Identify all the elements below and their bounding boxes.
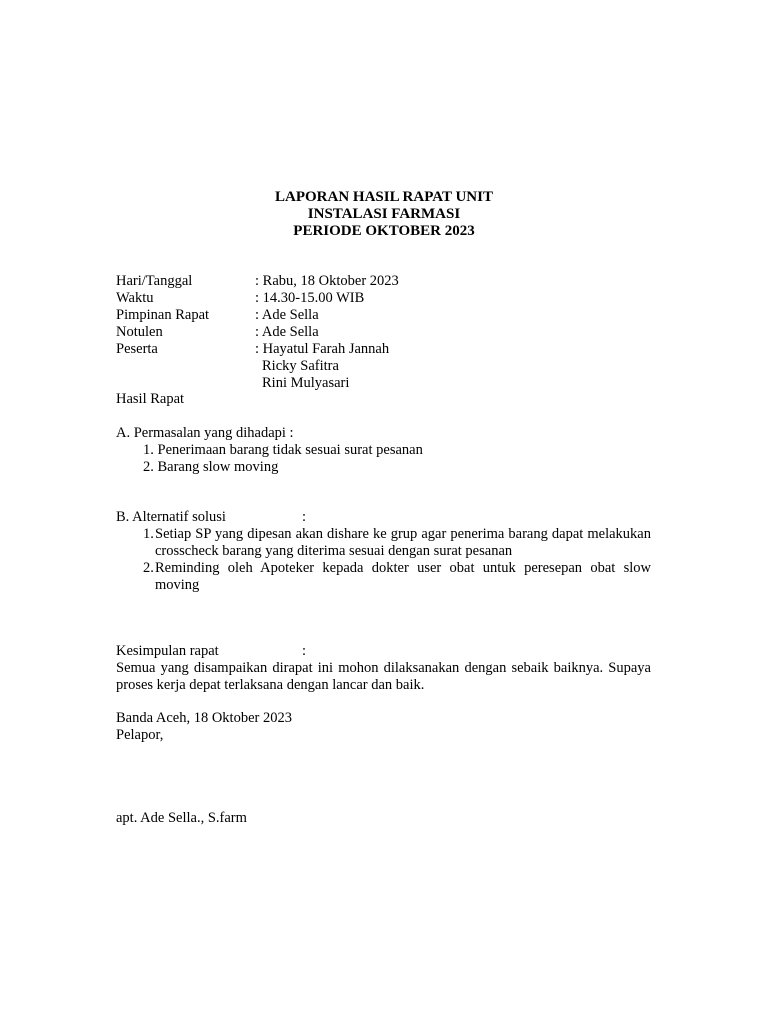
notulen-label: Notulen [116, 324, 163, 340]
peserta-name-2: Ricky Safitra [262, 358, 339, 374]
hari-value: : Rabu, 18 Oktober 2023 [255, 273, 399, 289]
hari-label: Hari/Tanggal [116, 273, 193, 289]
kesimpulan-colon: : [302, 643, 307, 659]
signatory-name: apt. Ade Sella., S.farm [116, 810, 247, 826]
section-a-item-1: 1. Penerimaan barang tidak sesuai surat pesanan [143, 442, 423, 458]
section-b-item-2-number: 2. [143, 560, 154, 576]
pimpinan-label: Pimpinan Rapat [116, 307, 210, 323]
section-a-item-2: 2. Barang slow moving [143, 459, 279, 475]
peserta-value: : Hayatul Farah Jannah [255, 341, 390, 357]
peserta-label: Peserta [116, 341, 158, 357]
section-b-item-2-text: Reminding oleh Apoteker kepada dokter user obat untuk peresepan obat slow moving [155, 560, 651, 593]
notulen-value: : Ade Sella [255, 324, 319, 340]
waktu-value: : 14.30-15.00 WIB [255, 290, 365, 306]
section-b-item-1-number: 1. [143, 526, 154, 542]
place-date: Banda Aceh, 18 Oktober 2023 [116, 710, 292, 726]
title-line-2: INSTALASI FARMASI [307, 206, 461, 222]
pelapor-label: Pelapor, [116, 727, 164, 743]
hasil-rapat-label: Hasil Rapat [116, 391, 185, 407]
kesimpulan-text: Semua yang disampaikan dirapat ini mohon dilaksanakan dengan sebaik baiknya. Supaya proses kerja depat terlaksana dengan lancar dan baik. [116, 660, 651, 693]
title-line-3: PERIODE OKTOBER 2023 [293, 223, 475, 239]
section-b-heading: B. Alternatif solusi [116, 509, 226, 525]
peserta-name-3: Rini Mulyasari [262, 375, 350, 391]
section-b-item-1-text: Setiap SP yang dipesan akan dishare ke grup agar penerima barang dapat melakukan crosscheck barang yang diterima sesuai dengan surat pesanan [155, 526, 651, 559]
section-b-colon: : [302, 509, 307, 525]
pimpinan-value: : Ade Sella [255, 307, 319, 323]
section-a-heading: A. Permasalan yang dihadapi : [116, 425, 294, 441]
title-line-1: LAPORAN HASIL RAPAT UNIT [275, 189, 493, 205]
kesimpulan-heading: Kesimpulan rapat [116, 643, 219, 659]
waktu-label: Waktu [116, 290, 154, 306]
